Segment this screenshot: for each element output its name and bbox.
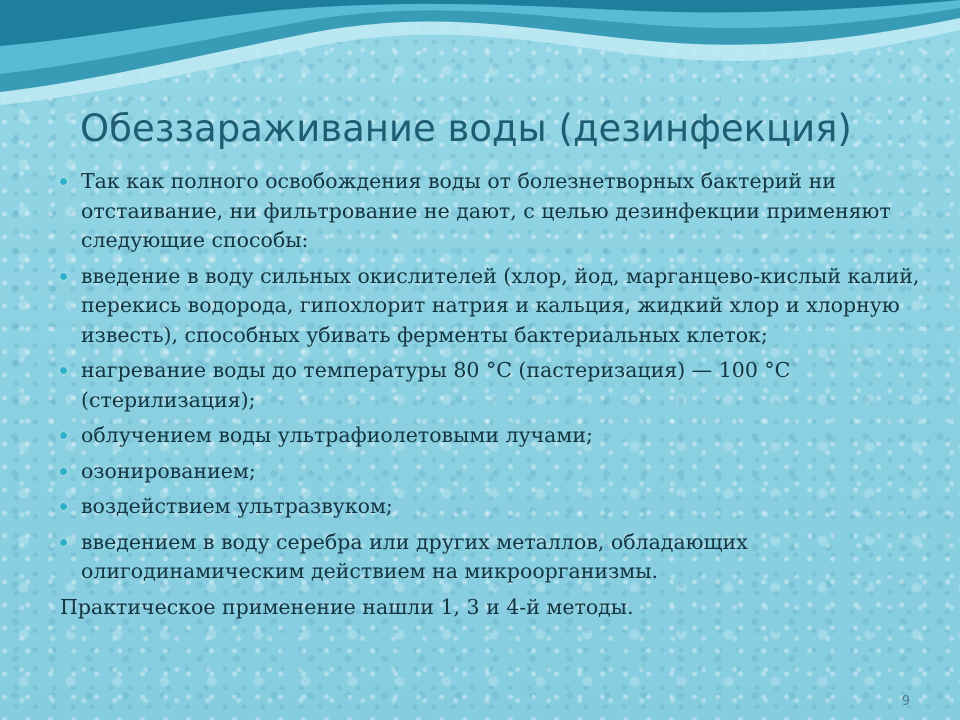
bullet-text: озонированием; [81, 458, 256, 483]
bullet-item [60, 421, 920, 451]
conclusion-text: Практическое применение нашли 1, 3 и 4-й методы. [60, 594, 634, 619]
bullet-item [60, 457, 920, 487]
bullet-text: Так как полного освобождения воды от болезнетворных бактерий ни отстаивание, ни фильтрование не дают, с целью дезинфекции применяют следующие способы: [81, 169, 891, 252]
slide-title: Обеззараживание воды (дезинфекция) [80, 107, 852, 150]
bullet-list [60, 167, 920, 587]
bullet-item [60, 356, 920, 415]
bullet-text: введением в воду серебра или других металлов, обладающих олигодинамическим действием на микроорганизмы. [81, 529, 748, 583]
bullet-dot-icon [60, 468, 67, 475]
bullet-text: облучением воды ультрафиолетовыми лучами; [81, 423, 593, 447]
bullet-dot-icon [60, 178, 67, 185]
bullet-text: нагревание воды до температуры 80 °С (пастеризация) — 100 °С (стерилизация); [81, 358, 791, 412]
bullet-dot-icon [60, 273, 67, 280]
slide-content [60, 167, 920, 622]
bullet-item [60, 492, 920, 522]
bullet-text: введение в воду сильных окислителей (хлор, йод, марганцево-кислый калий, перекись водорода, гипохлорит натрия и кальция, жидкий хлор и хлорную известь), способных убивать ферменты бактериальных клеток; [81, 263, 920, 347]
page-number: 9 [901, 694, 910, 709]
wave-decoration [0, 0, 960, 120]
bullet-text: воздействием ультразвуком; [81, 494, 393, 518]
bullet-dot-icon [60, 503, 67, 510]
bullet-dot-icon [60, 367, 67, 374]
bullet-item [60, 262, 920, 351]
bullet-item [60, 528, 920, 587]
bullet-item [60, 167, 920, 256]
bullet-dot-icon [60, 432, 67, 439]
bullet-dot-icon [60, 539, 67, 546]
